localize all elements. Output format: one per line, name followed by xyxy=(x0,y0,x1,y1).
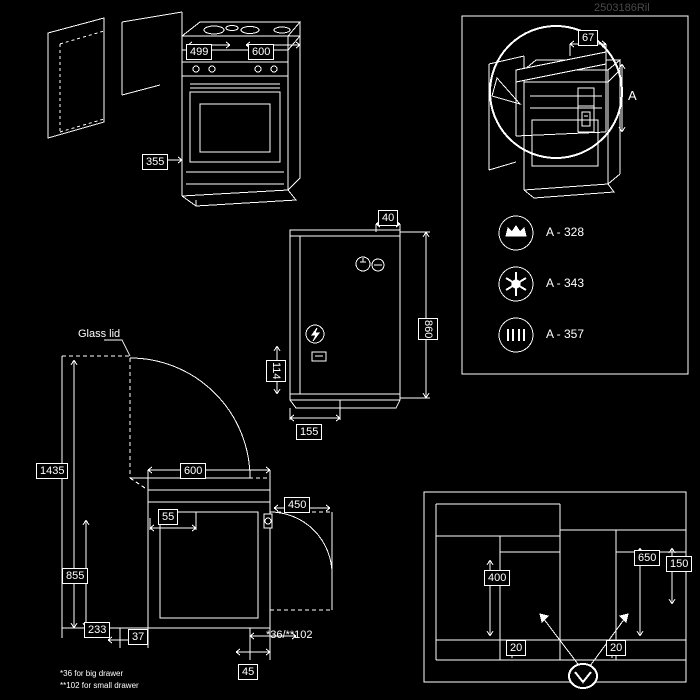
dimension-cabinet-650: 650 xyxy=(634,550,660,566)
dimension-drawer-clearance: *36/**102 xyxy=(266,629,313,641)
detail-marker-a: A xyxy=(628,88,637,103)
dimension-55: 55 xyxy=(158,509,178,525)
note-small-drawer: **102 for small drawer xyxy=(60,681,139,690)
dimension-gap-left-20: 20 xyxy=(506,640,526,656)
dimension-1435: 1435 xyxy=(36,463,68,479)
dimension-detail-67: 67 xyxy=(578,30,598,46)
dimension-233: 233 xyxy=(84,622,110,638)
burner-code-simmer: A - 357 xyxy=(546,327,585,341)
dimension-cabinet-400: 400 xyxy=(484,570,510,586)
dimension-40: 40 xyxy=(378,210,398,226)
dimension-gap-right-20: 20 xyxy=(606,640,626,656)
document-code: 2503186Ril xyxy=(594,2,650,14)
dimension-45: 45 xyxy=(238,664,258,680)
burner-code-rapid: A - 343 xyxy=(546,276,585,290)
dimension-cabinet-150: 150 xyxy=(666,556,692,572)
dimension-860: 860 xyxy=(418,318,438,340)
dimension-855: 855 xyxy=(62,568,88,584)
dimension-width-600: 600 xyxy=(248,44,274,60)
dimension-355: 355 xyxy=(142,154,168,170)
burner-code-wok: A - 328 xyxy=(546,225,585,239)
dimension-450: 450 xyxy=(284,497,310,513)
glass-lid-label: Glass lid xyxy=(78,328,121,340)
dimension-155: 155 xyxy=(296,424,322,440)
dimension-114: 114 xyxy=(266,360,286,382)
dimension-plan-600: 600 xyxy=(180,463,206,479)
note-big-drawer: *36 for big drawer xyxy=(60,669,124,678)
dimension-depth-499: 499 xyxy=(186,44,212,60)
dimension-37: 37 xyxy=(128,629,148,645)
